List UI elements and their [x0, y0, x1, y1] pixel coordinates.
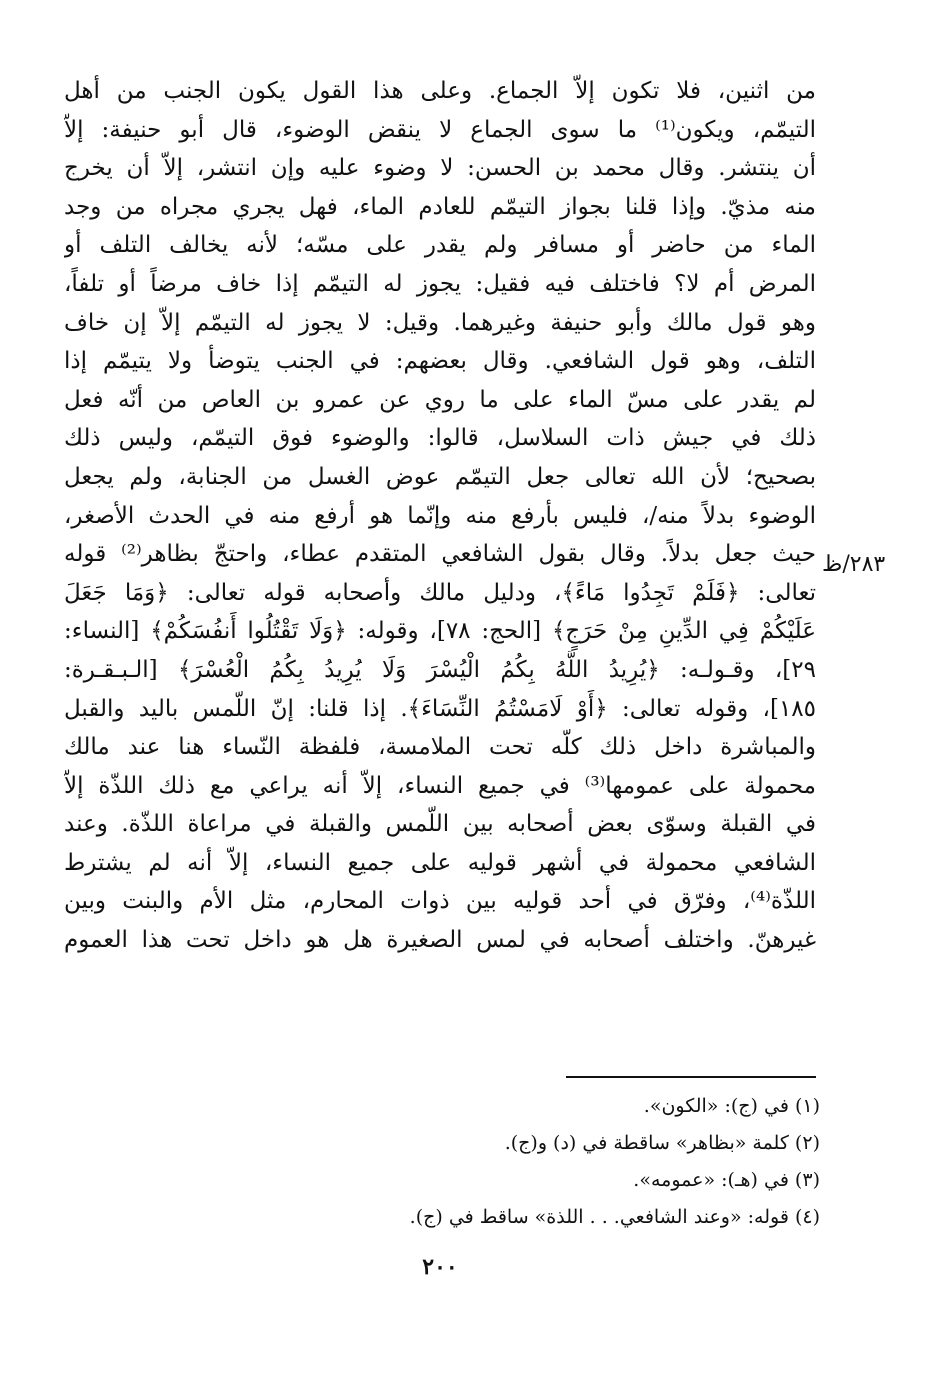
text-line: المرض أم لا؟ فاختلف فيه فقيل: يجوز له التيمّم إذا خاف مرضاً أو تلفاً،: [64, 270, 816, 297]
page-number: ٢٠٠: [422, 1254, 458, 1280]
text-line: محمولة على عمومها⁽³⁾ في جميع النساء، إلاّ أنه يراعي مع ذلك اللذّة إلاّ: [64, 772, 816, 799]
text-line: من اثنين، فلا تكون إلاّ الجماع. وعلى هذا القول يكون الجنب من أهل: [64, 78, 816, 104]
text-line: وهو قول مالك وأبو حنيفة وغيرهما. وقيل: لا يجوز له التيمّم إلاّ إن خاف: [64, 309, 816, 336]
text-line: أن ينتشر. وقال محمد بن الحسن: لا وضوء عليه وإن انتشر، إلاّ أن يخرج: [64, 155, 816, 182]
text-line: في القبلة وسوّى بعض أصحابه بين اللّمس والقبلة في مراعاة اللذّة. وعند: [64, 811, 816, 838]
text-line: الماء من حاضر أو مسافر ولم يقدر على مسّه؛ لأنه يخالف التلف أو: [64, 232, 816, 259]
text-line: ٢٩]، وقـولـه: ﴿يُرِيدُ اللَّهُ بِكُمُ الْيُسْرَ وَلَا يُرِيدُ بِكُمُ الْعُسْرَ﴾ [الـبـقـرة:: [64, 656, 816, 683]
text-line: اللذّة⁽⁴⁾، وفرّق في أحد قوليه بين ذوات المحارم، مثل الأم والبنت وبين: [64, 888, 816, 915]
text-line: التيمّم، ويكون⁽¹⁾ ما سوى الجماع لا ينقض الوضوء، قال أبو حنيفة: إلاّ: [64, 116, 816, 143]
footnote: (٤) قوله: «وعند الشافعي. . . اللذة» ساقط في (ج).: [409, 1206, 820, 1228]
text-line: لم يقدر على مسّ الماء على ما روي عن عمرو بن العاص من أنّه فعل: [64, 386, 816, 413]
text-line: منه مذيّ. وإذا قلنا بجواز التيمّم للعادم الماء، فهل يجري مجراه من وجد: [64, 193, 816, 220]
text-line: التلف، وهو قول الشافعي. وقال بعضهم: في الجنب يتوضأ ولا يتيمّم إذا: [64, 348, 816, 375]
text-line: حيث جعل بدلاً. وقال بقول الشافعي المتقدم عطاء، واحتجّ بظاهر⁽²⁾ قوله: [64, 541, 816, 568]
main-text-block: [64, 72, 816, 960]
footnotes-block: [300, 1088, 820, 1236]
text-line: والمباشرة داخل ذلك كلّه تحت الملامسة، فلفظة النّساء هنا عند مالك: [64, 734, 816, 761]
text-line: ذلك في جيش ذات السلاسل، قالوا: والوضوء فوق التيمّم، وليس ذلك: [64, 425, 816, 452]
text-line: الشافعي محمولة في أشهر قوليه على جميع النساء، إلاّ أنه لم يشترط: [64, 849, 816, 876]
text-line: عَلَيْكُمْ فِي الدِّينِ مِنْ حَرَجٍ﴾ [الحج: ٧٨]، وقوله: ﴿وَلَا تَقْتُلُوا أَنفُسَكُمْ﴾ [النساء:: [64, 618, 816, 645]
text-line: تعالى: ﴿فَلَمْ تَجِدُوا مَاءً﴾، ودليل مالك وأصحابه قوله تعالى: ﴿وَمَا جَعَلَ: [64, 579, 816, 606]
text-line: غيرهنّ. واختلف أصحابه في لمس الصغيرة هل هو داخل تحت هذا العموم: [64, 927, 816, 954]
text-line: بصحيح؛ لأن الله تعالى جعل التيمّم عوض الغسل من الجنابة، ولم يجعل: [64, 463, 816, 490]
footnote: (٢) كلمة «بظاهر» ساقطة في (د) و(ج).: [504, 1132, 820, 1154]
text-line: الوضوء بدلاً منه/، فليس بأرفع منه وإنّما هو أرفع منه في الحدث الأصغر،: [64, 502, 816, 529]
text-line: ١٨٥]، وقوله تعالى: ﴿أَوْ لَامَسْتُمُ النِّسَاءَ﴾. إذا قلنا: إنّ اللّمس باليد والقبل: [64, 695, 816, 722]
manuscript-folio-marker: ٢٨٣/ظ: [822, 552, 886, 577]
footnote: (١) في (ج): «الكون».: [643, 1095, 820, 1117]
footnote: (٣) في (هـ): «عمومه».: [633, 1169, 820, 1191]
footnote-separator: [566, 1076, 816, 1078]
